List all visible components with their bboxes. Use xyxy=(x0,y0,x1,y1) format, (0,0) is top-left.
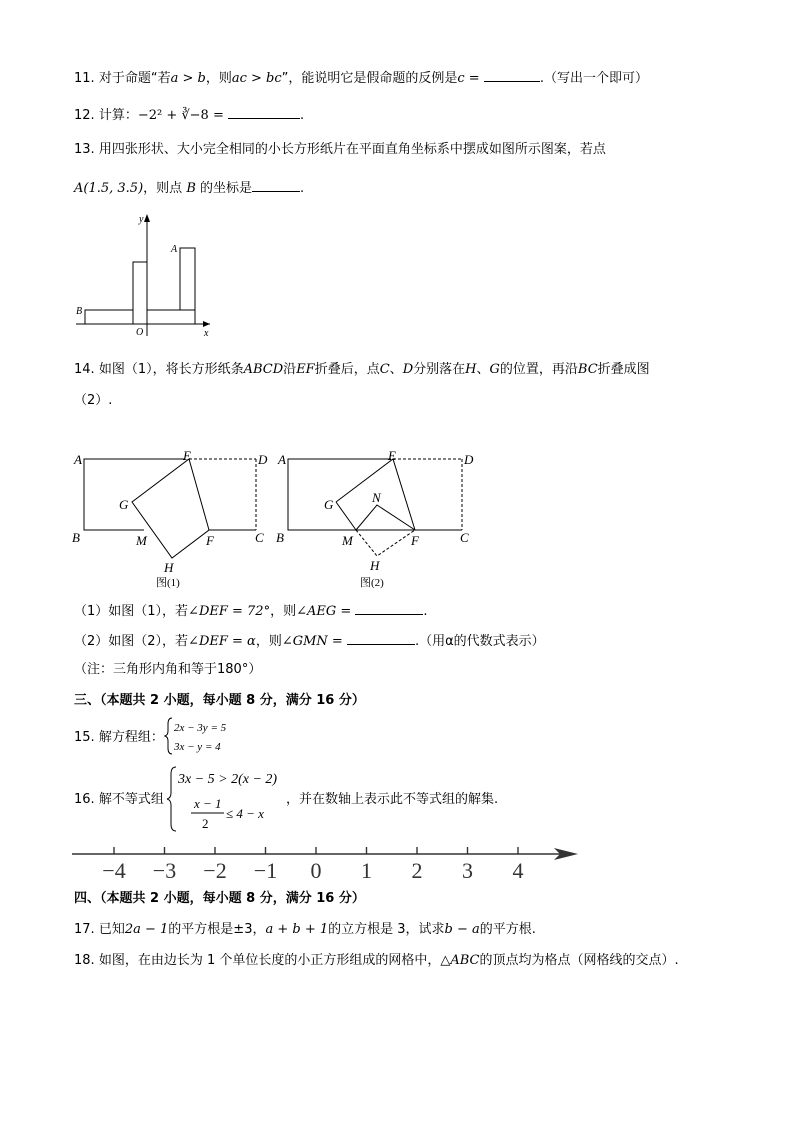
q14-text-mid2: 分别落在 xyxy=(413,362,466,377)
q14-text-mid3: 的位置，再沿 xyxy=(499,362,578,377)
fig2-label-d: D xyxy=(464,452,474,467)
q17-text-pre: 已知 xyxy=(98,922,125,937)
question-13-line1 xyxy=(74,141,606,159)
q15-system-brace xyxy=(164,716,244,756)
q16-ineq2-num: x − 1 xyxy=(194,796,222,811)
q14-sub1-pre: （1）如图（1），若 xyxy=(74,604,189,619)
fig2-label-b: B xyxy=(276,530,284,545)
q13-text-mid: ，则点 xyxy=(143,181,183,196)
fig1-label-a: A xyxy=(74,452,82,467)
q14-sub1-answer-blank[interactable] xyxy=(355,600,423,615)
fig2-label-c: C xyxy=(460,530,469,545)
section-4-title: 四、（本题共 2 小题，每小题 8 分，满分 16 分） xyxy=(74,891,365,906)
q11-answer-blank[interactable] xyxy=(484,67,540,82)
y-label: y xyxy=(139,214,144,225)
q14-note-text: （注：三角形内角和等于180°） xyxy=(74,662,262,677)
q15-number: 15. xyxy=(74,730,95,745)
rect-bottom-left xyxy=(85,310,133,324)
rect-vertical-left xyxy=(133,262,147,324)
fig2-mh-hf-dashed xyxy=(356,530,415,556)
q17-expr2: a + b + 1 xyxy=(265,922,329,937)
q13-point-a: A(1.5, 3.5) xyxy=(74,181,144,196)
number-line-tick-label: 0 xyxy=(310,858,322,883)
q12-text-pre: 计算： xyxy=(98,108,138,123)
q17-text-3: 的平方根. xyxy=(479,922,536,937)
q18-triangle: △ABC xyxy=(440,953,480,968)
q16-inequality-system xyxy=(166,764,286,834)
question-18 xyxy=(74,952,679,970)
origin-label: O xyxy=(136,327,144,338)
number-line-tick-label: −4 xyxy=(102,858,126,883)
fig1-label-c: C xyxy=(255,530,264,545)
q14-sub2-ask: ∠GMN = xyxy=(281,634,343,649)
question-15 xyxy=(74,729,164,747)
q16-text-pre: 解不等式组 xyxy=(98,792,164,807)
question-14-line2 xyxy=(74,392,112,410)
q14-figure-1 xyxy=(72,448,268,589)
q15-text-pre: 解方程组： xyxy=(98,730,164,745)
number-line-tick-label: 2 xyxy=(411,858,423,883)
q13-answer-blank[interactable] xyxy=(252,177,300,192)
q17-text-1: 的平方根是±3， xyxy=(168,922,266,937)
fig2-gm xyxy=(336,502,356,530)
q11-cond1: a > b xyxy=(170,71,206,86)
q11-text-post: ”，能说明它是假命题的反例是 xyxy=(281,71,458,86)
q11-var: c = xyxy=(457,71,480,86)
q16-number: 16. xyxy=(74,792,95,807)
q17-number: 17. xyxy=(74,922,95,937)
q15-eq1: 2x − 3y = 5 xyxy=(174,722,227,734)
fig2-label-e: E xyxy=(388,448,396,463)
q14-c: C xyxy=(379,362,390,377)
number-line-tick-label: 4 xyxy=(512,858,524,883)
number-line-tick-label: 1 xyxy=(361,858,372,883)
q16-number-line xyxy=(70,838,582,884)
fig2-caption: 图(2) xyxy=(360,577,384,589)
q14-note xyxy=(74,661,261,679)
question-14-line1 xyxy=(74,361,650,379)
q14-abcd: ABCD xyxy=(243,362,284,377)
number-line-tick-label: −2 xyxy=(203,858,227,883)
q11-cond2: ac > bc xyxy=(231,71,282,86)
number-line-tick-label: −3 xyxy=(152,858,177,883)
q15-eq2: 3x − y = 4 xyxy=(174,741,221,753)
point-a-label: A xyxy=(171,244,178,255)
number-line-tick-label: 3 xyxy=(462,858,473,883)
q14-g: G xyxy=(489,362,500,377)
q14-d: D xyxy=(402,362,414,377)
q18-text-pre: 如图，在由边长为 1 个单位长度的小正方形组成的网格中， xyxy=(98,953,441,968)
fig1-rect-solid xyxy=(84,459,185,530)
q14-sub1-mid: ，则 xyxy=(270,604,297,619)
fig1-label-h: H xyxy=(164,560,174,575)
q14-figures xyxy=(66,448,486,593)
q14-text-end: 折叠成图 xyxy=(597,362,650,377)
fig2-rect-solid xyxy=(288,459,413,530)
q12-expression: −2² + ∛−8 = xyxy=(137,108,224,123)
q16-ineq2-den: 2 xyxy=(202,816,209,831)
q16-post xyxy=(286,791,498,809)
q14-sub1-cond: ∠DEF = 72° xyxy=(188,604,271,619)
q14-sub2 xyxy=(74,630,545,651)
q18-number: 18. xyxy=(74,953,95,968)
question-12 xyxy=(74,104,304,125)
q14-sub1-ask: ∠AEG = xyxy=(296,604,352,619)
q16-ineq2-rhs: ≤ 4 − x xyxy=(226,806,264,821)
x-label: x xyxy=(204,328,209,339)
number-line-tick-label: −1 xyxy=(253,858,278,883)
q14-sub1-tail: . xyxy=(423,604,428,619)
q14-along: 沿 xyxy=(283,362,297,377)
x-axis-arrow xyxy=(203,321,210,327)
fig2-label-h: H xyxy=(370,558,380,573)
q12-tail: . xyxy=(300,108,305,123)
q14-figure-2 xyxy=(276,448,474,589)
q17-expr3: b − a xyxy=(444,922,480,937)
q14-ef: EF xyxy=(296,362,315,377)
q11-text-pre: 对于命题“若 xyxy=(98,71,171,86)
q18-text-post: 的顶点均为格点（网格线的交点）. xyxy=(479,953,679,968)
q14-sub2-mid: ，则 xyxy=(255,634,282,649)
q14-sub2-tail: .（用α的代数式表示） xyxy=(414,634,545,649)
q14-bc: BC xyxy=(577,362,598,377)
q13-point-b: B xyxy=(186,181,196,196)
q16-ineq1: 3x − 5 > 2(x − 2) xyxy=(178,772,278,787)
q14-sep1: 、 xyxy=(389,362,403,377)
fig2-label-f: F xyxy=(411,533,419,548)
q12-answer-blank[interactable] xyxy=(228,104,300,119)
q13-text-end: 的坐标是 xyxy=(200,181,253,196)
question-16 xyxy=(74,791,164,809)
fig1-label-f: F xyxy=(206,533,214,548)
fig2-label-n: N xyxy=(372,490,381,505)
q14-sub1 xyxy=(74,600,428,621)
fig1-label-g: G xyxy=(119,497,129,512)
q16-brace-icon xyxy=(167,767,176,831)
q14-sub2-pre: （2）如图（2），若 xyxy=(74,634,189,649)
q14-sep2: 、 xyxy=(476,362,490,377)
q13-coordinate-figure xyxy=(70,210,220,340)
fig1-caption: 图(1) xyxy=(156,577,180,589)
q11-text-mid: ，则 xyxy=(205,71,232,86)
fig1-label-e: E xyxy=(183,448,191,463)
q14-h: H xyxy=(465,362,477,377)
q14-line2: （2）. xyxy=(74,393,113,408)
section-4-heading xyxy=(74,890,365,908)
q14-number: 14. xyxy=(74,362,95,377)
q14-sub2-cond: ∠DEF = α xyxy=(188,634,256,649)
rect-vertical-right xyxy=(180,248,195,310)
fig2-label-m: M xyxy=(342,533,353,548)
q16-post-text: ，并在数轴上表示此不等式组的解集. xyxy=(286,792,499,807)
q17-expr1: 2a − 1 xyxy=(124,922,169,937)
fig2-mn-nf xyxy=(356,505,415,530)
q13-number: 13. xyxy=(74,142,95,157)
section-3-heading xyxy=(74,692,365,710)
q11-number: 11. xyxy=(74,71,95,86)
fig1-label-b: B xyxy=(72,530,80,545)
fig1-label-m: M xyxy=(136,533,147,548)
q15-brace-icon xyxy=(165,718,172,754)
q17-text-2: 的立方根是 3，试求 xyxy=(328,922,445,937)
q14-text-pre: 如图（1），将长方形纸条 xyxy=(98,362,244,377)
question-17 xyxy=(74,921,536,939)
rect-bottom-right xyxy=(147,310,195,324)
q12-number: 12. xyxy=(74,108,95,123)
fig2-label-a: A xyxy=(278,452,286,467)
q14-text-mid: 折叠后，点 xyxy=(314,362,380,377)
q13-tail: . xyxy=(300,181,305,196)
q13-text-line1: 用四张形状、大小完全相同的小长方形纸片在平面直角坐标系中摆成如图所示图案，若点 xyxy=(98,142,606,157)
q14-sub2-answer-blank[interactable] xyxy=(347,630,415,645)
question-13-line2 xyxy=(74,177,304,198)
y-axis-arrow xyxy=(144,214,150,222)
fig2-label-g: G xyxy=(324,497,334,512)
q11-tail: .（写出一个即可） xyxy=(539,71,648,86)
question-11 xyxy=(74,67,648,88)
fig1-label-d: D xyxy=(258,452,268,467)
point-b-label: B xyxy=(76,306,83,317)
section-3-title: 三、（本题共 2 小题，每小题 8 分，满分 16 分） xyxy=(74,693,365,708)
